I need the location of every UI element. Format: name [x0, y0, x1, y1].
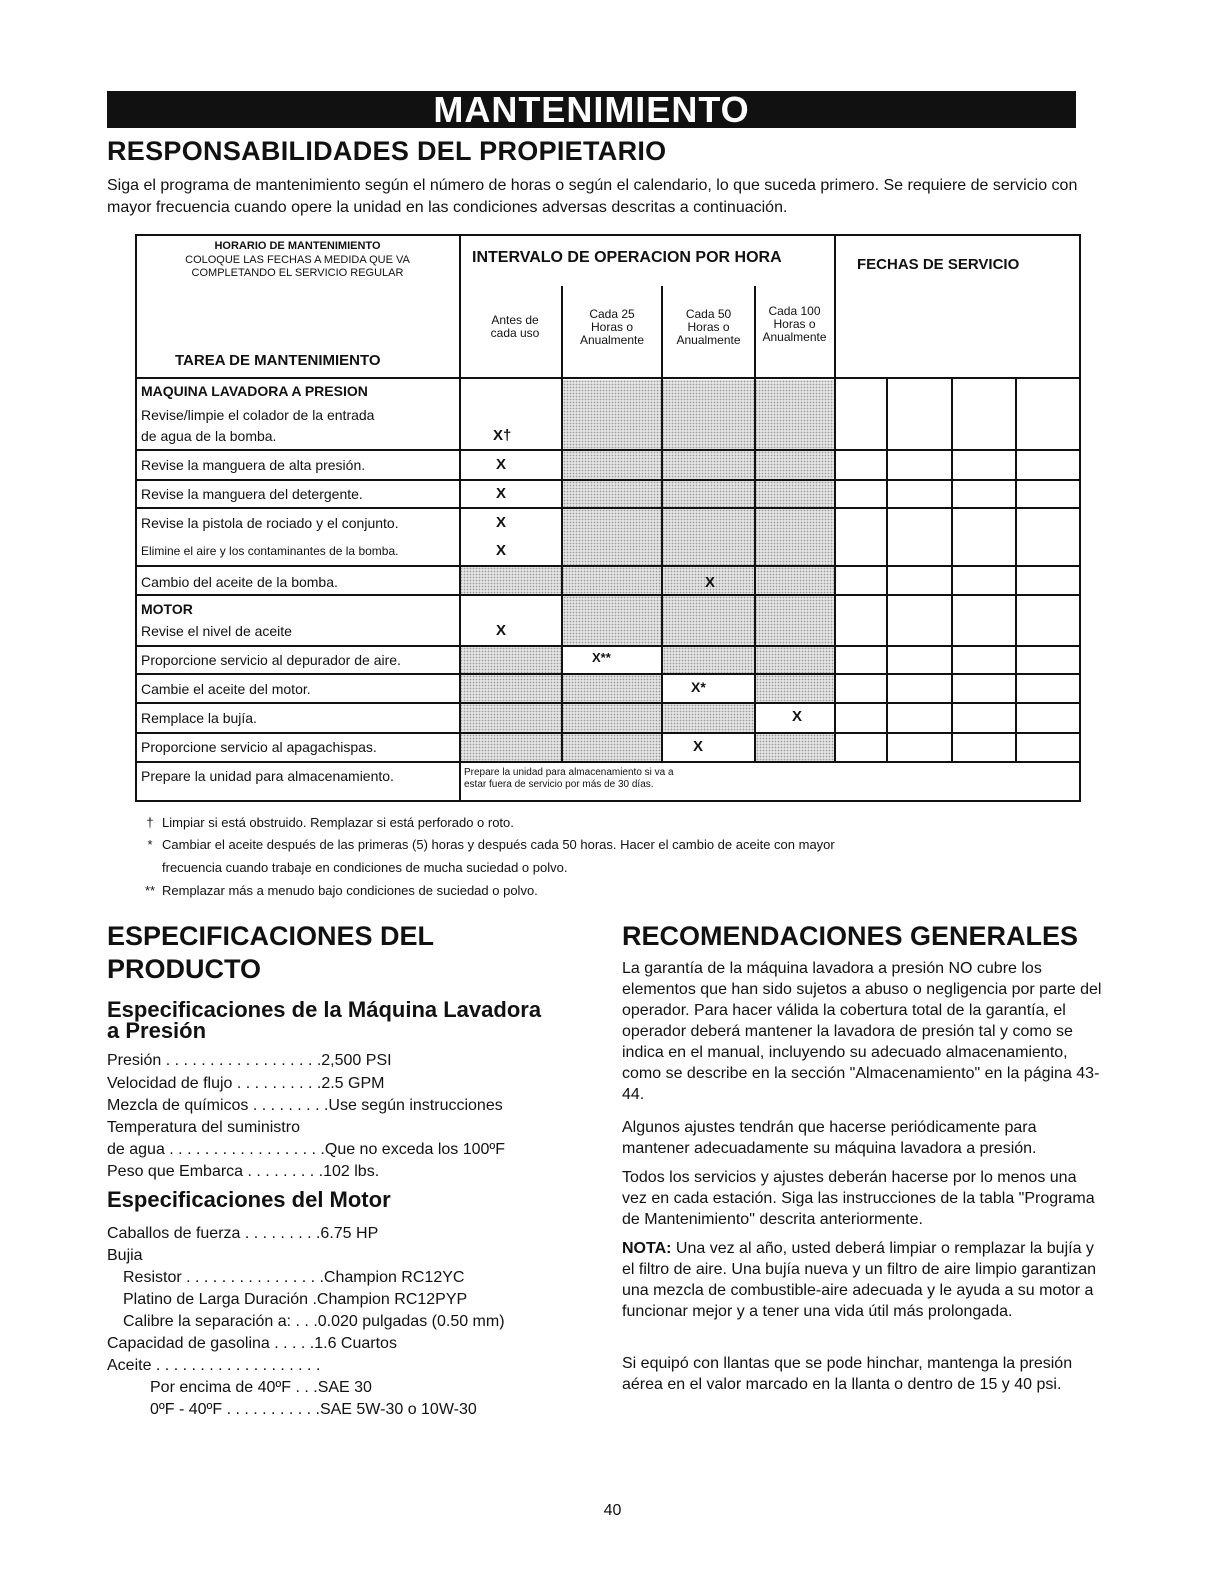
spec-row: Presión . . . . . . . . . . . . . . . . . .2,500 PSI	[107, 1052, 392, 1069]
general-paragraph-note	[622, 1238, 1102, 1322]
shade	[563, 596, 834, 645]
washer-specs-title: Especificaciones de la Máquina Lavadora	[107, 997, 542, 1022]
interval-mark: X	[792, 708, 803, 725]
footnote-symbol: *	[147, 837, 153, 852]
interval-mark: X	[496, 542, 507, 559]
motor-specs-title: Especificaciones del Motor	[107, 1187, 391, 1212]
interval-mark: X	[705, 574, 716, 591]
footnote-text: Cambiar el aceite después de las primeras (5) horas y después cada 50 horas. Hacer el cambio de aceite con mayor	[162, 837, 835, 852]
divider	[834, 236, 836, 763]
task-label: Cambio del aceite de la bomba.	[141, 574, 338, 590]
col-text: Antes de	[491, 313, 539, 327]
col-text: Cada 25	[589, 307, 635, 321]
schedule-note: COMPLETANDO EL SERVICIO REGULAR	[191, 267, 404, 279]
note-text: Una vez al año, usted deberá limpiar o remplazar la bujía y el filtro de aire. Una bujía nueva y un filtro de aire limpio garantizan una mezcla de combustible-aire adecuada y le ayuda a su motor a funcionar mejor y a tener una vida útil más prolongada.	[622, 1240, 1097, 1320]
section-motor: MOTOR	[141, 601, 193, 617]
divider	[137, 673, 1079, 675]
shade	[460, 567, 834, 594]
specs-title: ESPECIFICACIONES DEL	[107, 921, 435, 951]
interval-mark: X†	[493, 427, 512, 444]
divider	[137, 732, 1079, 734]
spec-row: Por encima de 40ºF . . .SAE 30	[150, 1379, 372, 1396]
col-text: Horas o	[773, 317, 816, 331]
general-paragraph: Todos los servicios y ajustes deberán hacerse por lo menos una vez en cada estación. Siga las instrucciones de la tabla "Programa de Mantenimiento" descrita anteriormente.	[622, 1169, 1095, 1228]
spec-row: Resistor . . . . . . . . . . . . . . . .Champion RC12YC	[123, 1269, 465, 1286]
col-text: cada uso	[490, 326, 540, 340]
col-before-use	[475, 314, 555, 340]
divider	[459, 236, 461, 800]
specs-title: PRODUCTO	[107, 954, 262, 984]
schedule-note: COLOQUE LAS FECHAS A MEDIDA QUE VA	[185, 254, 410, 266]
shade	[756, 675, 834, 702]
spec-row: Velocidad de flujo . . . . . . . . . .2.5 GPM	[107, 1075, 385, 1092]
footnote	[147, 834, 835, 856]
spec-row: Bujia	[107, 1247, 143, 1264]
spec-row: Temperatura del suministro	[107, 1119, 300, 1136]
spec-row: 0ºF - 40ºF . . . . . . . . . . .SAE 5W-30 o 10W-30	[150, 1401, 477, 1418]
task-label: Proporcione servicio al depurador de aire.	[141, 652, 401, 668]
footnote-symbol: †	[146, 815, 154, 830]
interval-mark: X*	[691, 679, 706, 695]
divider	[137, 377, 1079, 379]
spec-row: Mezcla de químicos . . . . . . . . .Use según instrucciones	[107, 1097, 503, 1114]
spec-row: Platino de Larga Duración .Champion RC12PYP	[123, 1291, 468, 1308]
spec-row: Capacidad de gasolina . . . . .1.6 Cuartos	[107, 1335, 397, 1352]
col-text: Horas o	[590, 320, 634, 334]
footnote-text: Remplazar más a menudo bajo condiciones de suciedad o polvo.	[162, 883, 538, 898]
divider	[661, 286, 663, 763]
col-text: Cada 100	[768, 304, 821, 318]
task-label: Remplace la bujía.	[141, 710, 257, 726]
shade	[460, 647, 561, 673]
divider	[137, 761, 1079, 763]
footnote	[144, 880, 538, 902]
general-title: RECOMENDACIONES GENERALES	[622, 921, 1079, 951]
col-text: Anualmente	[579, 333, 645, 347]
page-number: 40	[603, 1502, 622, 1519]
divider	[561, 286, 563, 763]
task-label: Revise la pistola de rociado y el conjunto.	[141, 515, 399, 531]
col-50h	[664, 308, 753, 347]
shade	[756, 734, 834, 761]
divider	[137, 449, 1079, 451]
general-paragraph: Si equipó con llantas que se pode hinchar, mantenga la presión aérea en el valor marcado en la llanta o dentro de 15 y 40 psi.	[622, 1355, 1073, 1393]
col-25h	[565, 308, 659, 347]
schedule-title: HORARIO DE MANTENIMIENTO	[214, 240, 381, 252]
divider	[137, 702, 1079, 704]
storage-note: estar fuera de servicio por más de 30 días.	[464, 779, 654, 790]
interval-header: INTERVALO DE OPERACION POR HORA	[472, 249, 782, 266]
dates-header: FECHAS DE SERVICIO	[857, 256, 1020, 273]
col-100h	[756, 305, 833, 344]
spec-row: Caballos de fuerza . . . . . . . . .6.75 HP	[107, 1225, 379, 1242]
shade	[460, 704, 754, 732]
shade	[663, 647, 834, 673]
spec-row: Aceite . . . . . . . . . . . . . . . . . . .	[107, 1357, 321, 1374]
spec-row: Peso que Embarca . . . . . . . . .102 lbs.	[107, 1163, 380, 1180]
general-paragraph: Algunos ajustes tendrán que hacerse periódicamente para mantener adecuadamente su máquina lavadora a presión.	[622, 1119, 1037, 1157]
interval-mark: X	[496, 485, 507, 502]
washer-specs-title: a Presión	[107, 1018, 207, 1043]
divider	[137, 594, 1079, 596]
task-label: Proporcione servicio al apagachispas.	[141, 739, 377, 755]
task-label: Cambie el aceite del motor.	[141, 681, 311, 697]
task-label: Prepare la unidad para almacenamiento.	[141, 768, 394, 784]
divider	[137, 507, 1079, 509]
shade	[563, 481, 834, 507]
divider	[754, 286, 756, 763]
divider	[1015, 378, 1017, 763]
storage-note: Prepare la unidad para almacenamiento si va a	[464, 767, 674, 778]
shade	[563, 509, 834, 565]
task-label: Revise/limpie el colador de la entrada	[141, 407, 375, 423]
footnote-symbol: **	[144, 883, 156, 898]
shade	[563, 380, 834, 449]
owner-intro: Siga el programa de mantenimiento según el número de horas o según el calendario, lo que suceda primero. Se requiere de servicio con mayor frecuencia cuando opere la unidad en las condiciones adversas descritas a continuación.	[107, 177, 1078, 216]
col-text: Anualmente	[676, 333, 741, 347]
footnote-continued: frecuencia cuando trabaje en condiciones de mucha suciedad o polvo.	[162, 860, 568, 875]
spec-row: de agua . . . . . . . . . . . . . . . . . .Que no exceda los 100ºF	[107, 1141, 506, 1158]
task-label: de agua de la bomba.	[141, 428, 277, 444]
task-label: Revise la manguera del detergente.	[141, 486, 363, 502]
task-label: Revise la manguera de alta presión.	[141, 457, 366, 473]
owner-title: RESPONSABILIDADES DEL PROPIETARIO	[107, 136, 667, 166]
interval-mark: X	[693, 738, 704, 755]
divider	[137, 479, 1079, 481]
task-label: Revise el nivel de aceite	[141, 623, 292, 639]
footnote	[146, 812, 514, 834]
footnote-text: Limpiar si está obstruido. Remplazar si está perforado o roto.	[162, 815, 514, 830]
task-header: TAREA DE MANTENIMIENTO	[175, 352, 381, 369]
col-text: Anualmente	[762, 330, 827, 344]
spec-row: Calibre la separación a: . . .0.020 pulgadas (0.50 mm)	[123, 1313, 505, 1330]
divider	[137, 565, 1079, 567]
divider	[951, 378, 953, 763]
section-banner: MANTENIMIENTO	[107, 91, 1076, 128]
section-pump: MAQUINA LAVADORA A PRESION	[141, 383, 368, 399]
interval-mark: X	[496, 456, 507, 473]
interval-mark: X	[496, 622, 507, 639]
interval-mark: X	[496, 514, 507, 531]
divider	[886, 378, 888, 763]
col-text: Cada 50	[685, 307, 732, 321]
col-text: Horas o	[687, 320, 730, 334]
shade	[563, 451, 834, 479]
general-paragraph: La garantía de la máquina lavadora a presión NO cubre los elementos que han sido sujetos a abuso o negligencia por parte del operador. Para hacer válida la cobertura total de la garantía, el operador deberá mantener la lavadora de presión tal y como se indica en el manual, incluyendo su adecuado almacenamiento, como se describe en la sección "Almacenamiento" en la página 43-44.	[622, 960, 1102, 1103]
note-label: NOTA:	[622, 1240, 672, 1257]
divider	[137, 645, 1079, 647]
task-label: Elimine el aire y los contaminantes de la bomba.	[141, 544, 399, 558]
interval-mark: X**	[592, 650, 611, 665]
